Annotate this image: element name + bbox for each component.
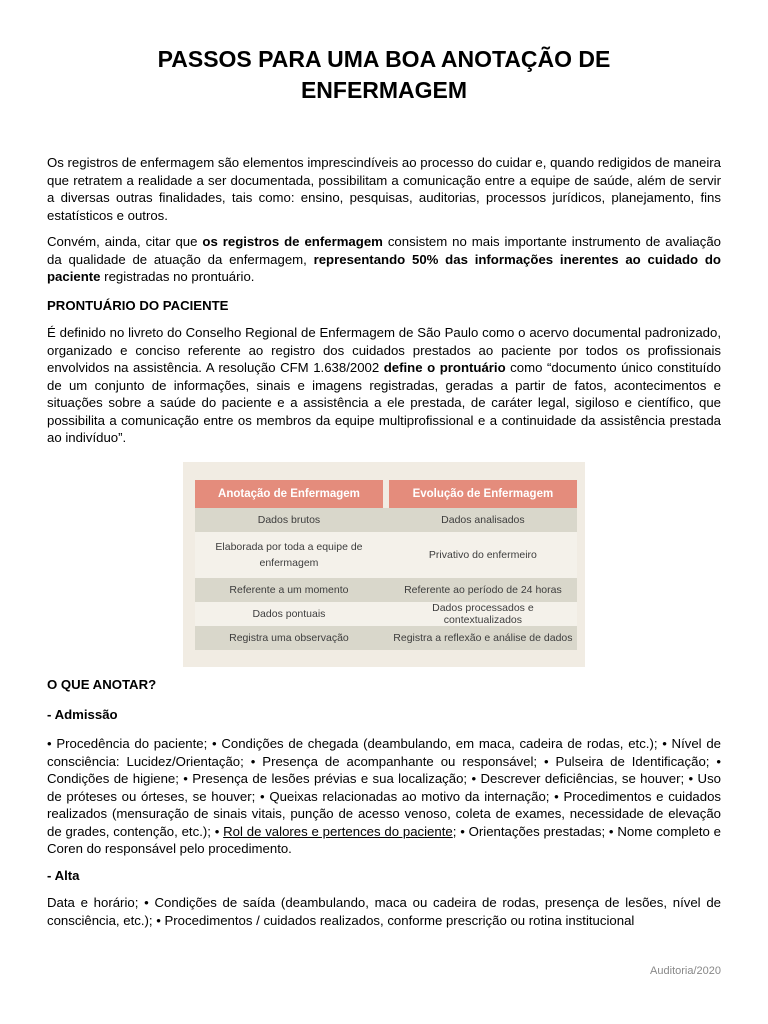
document-page — [47, 0, 721, 447]
intro-p2-bold-registros: os registros de enfermagem — [202, 234, 383, 249]
page-title — [47, 44, 721, 106]
table-row — [195, 532, 577, 578]
table-row — [195, 602, 577, 626]
admissao-paragraph — [47, 735, 721, 858]
prontuario-paragraph — [47, 324, 721, 447]
intro-paragraph-2 — [47, 233, 721, 286]
section-heading-o-que-anotar: O QUE ANOTAR? — [47, 677, 157, 692]
title-line-2: ENFERMAGEM — [300, 77, 468, 103]
title-line-1: PASSOS PARA UMA BOA ANOTAÇÃO DE — [157, 46, 611, 72]
intro-paragraph-1: Os registros de enfermagem são elementos imprescindíveis ao processo do cuidar e, quando redigidos de maneira que retratem a realidade a ser documentada, possibilitam a comunicação entre a equipe de saúde, além de servir a diversas outras finalidades, tais como: ensino, pesquisas, auditorias, processos jurídicos, planejamento, fins estatísticos e outros. — [47, 155, 721, 223]
table-cell: Referente ao período de 24 horas — [389, 578, 577, 602]
subheading-alta: - Alta — [47, 867, 80, 883]
table-cell: Dados analisados — [389, 508, 577, 532]
table-cell: Registra uma observação — [195, 626, 383, 650]
footer-label: Auditoria/2020 — [650, 965, 721, 977]
subheading-admissao: - Admissão — [47, 706, 118, 722]
table-row — [195, 626, 577, 650]
admissao-part-a: • Procedência do paciente; • Condições de chegada (deambulando, em maca, cadeira de rodas, etc.); • Nível de consciência: Lucidez/Orientação; • Presença de acompanhante ou responsável; • Pulseira de Identificação; • Condições de higiene; • Presença de lesões prévias e sua localização; • Descrever deficiências, se houver; • Uso de próteses ou órteses, se houver; • Queixas relacionadas ao motivo da internação; • Procedimentos e cuidados realizados (mensuração de sinais vitais, punção de acesso venoso, coleta de exames, necessidade de elevação de grades, contenção, etc.); • — [47, 736, 721, 839]
table-cell: Referente a um momento — [195, 578, 383, 602]
table-header-row — [195, 480, 577, 508]
admissao-part-c: ; • Orientações prestadas; • Nome completo e Coren do responsável pelo procedimento. — [47, 823, 721, 856]
table-row — [195, 508, 577, 532]
intro-p2-part-a: Convém, ainda, citar que — [47, 234, 203, 249]
table-header-evolucao: Evolução de Enfermagem — [389, 480, 577, 508]
table-row — [195, 578, 577, 602]
intro-p2-part-e: registradas no prontuário. — [100, 269, 255, 284]
table-cell: Dados pontuais — [195, 602, 383, 626]
table-cell: Dados processados e contextualizados — [389, 602, 577, 626]
admissao-underlined-rol: Rol de valores e pertences do paciente — [223, 823, 453, 839]
table-cell: Elaborada por toda a equipe de enfermagem — [195, 532, 383, 578]
table-header-anotacao: Anotação de Enfermagem — [195, 480, 383, 508]
table-cell: Registra a reflexão e análise de dados — [389, 626, 577, 650]
prontuario-part-c: como “documento único constituído de um conjunto de informações, sinais e imagens registradas, geradas a partir de fatos, acontecimentos e situações sobre a saúde do paciente e a assistência a ele prestada, de caráter legal, sigiloso e científico, que possibilita a comunicação entre os membros da equipe multiprofissional e a continuidade da assistência prestada ao indivíduo”. — [47, 360, 721, 445]
alta-paragraph: Data e horário; • Condições de saída (deambulando, maca ou cadeira de rodas, presença de lesões, nível de consciência, etc.); • Procedimentos / cuidados realizados, conforme prescrição ou rotina institucional — [47, 895, 721, 928]
document-page-lower — [47, 676, 721, 929]
prontuario-part-a: É definido no livreto do Conselho Regional de Enfermagem de São Paulo como o acervo documental padronizado, organizado e conciso referente ao registro dos cuidados prestados ao paciente por todos os profissionais envolvidos na assistência. A resolução CFM 1.638/2002 — [47, 325, 721, 375]
prontuario-bold-define: define o prontuário — [383, 360, 506, 375]
intro-p2-bold-representando: representando 50% das informações inerentes ao cuidado do paciente — [47, 251, 721, 284]
comparison-table-image — [183, 462, 585, 667]
intro-p2-part-c: consistem no mais importante instrumento de avaliação da qualidade de atuação da enfermagem, — [47, 234, 721, 267]
table-cell: Privativo do enfermeiro — [389, 532, 577, 578]
comparison-table — [195, 480, 577, 650]
section-heading-prontuario: PRONTUÁRIO DO PACIENTE — [47, 297, 229, 313]
table-cell: Dados brutos — [195, 508, 383, 532]
